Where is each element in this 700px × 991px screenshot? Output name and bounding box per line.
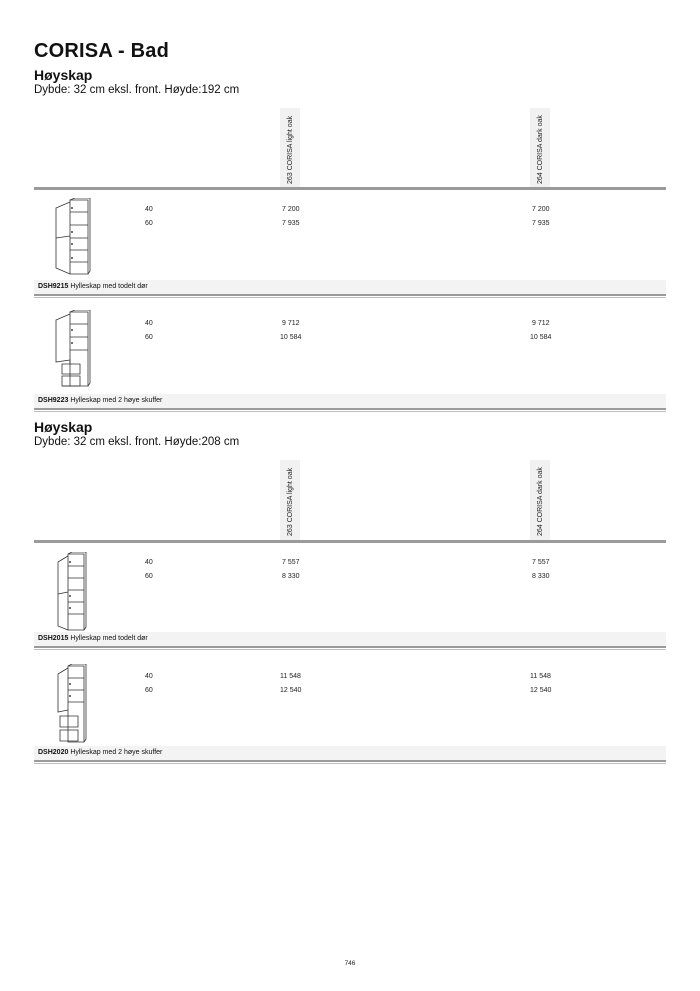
price: 12 540 [280,687,302,694]
row-divider [34,408,666,410]
product-code: DSH2020 [38,749,69,756]
header-divider [34,540,666,543]
header-divider [34,187,666,190]
column-header: 264 CORISA dark oak [537,467,544,536]
section-subheading: Dybde: 32 cm eksl. front. Høyde:208 cm [34,436,240,448]
width-value: 40 [145,206,153,213]
cabinet-2-skuffer-icon [50,664,95,749]
product-code: DSH9223 [38,397,69,404]
row-divider [34,763,666,764]
width-value: 60 [145,334,153,341]
column-header: 263 CORISA light oak [287,115,294,184]
product-code: DSH2015 [38,635,69,642]
price: 9 712 [532,320,550,327]
page-number: 746 [344,960,356,967]
width-value: 60 [145,573,153,580]
page-title: CORISA - Bad [34,40,169,62]
price: 12 540 [530,687,552,694]
price: 9 712 [282,320,300,327]
price: 7 935 [282,220,300,227]
price: 11 548 [280,673,301,680]
product-name: Hylleskap med todelt dør [70,283,148,290]
column-header: 264 CORISA dark oak [537,115,544,184]
price: 7 935 [532,220,550,227]
row-divider [34,294,666,296]
row-divider [34,649,666,650]
section-heading: Høyskap [34,419,93,435]
row-divider [34,411,666,412]
price: 11 548 [530,673,551,680]
price: 7 557 [532,559,550,566]
price: 8 330 [532,573,550,580]
section-heading: Høyskap [34,67,93,83]
product-label [38,635,148,642]
product-name: Hylleskap med 2 høye skuffer [70,749,163,756]
section-subheading: Dybde: 32 cm eksl. front. Høyde:192 cm [34,84,240,96]
price: 8 330 [282,573,300,580]
width-value: 40 [145,559,153,566]
price: 7 200 [282,206,300,213]
product-name: Hylleskap med 2 høye skuffer [70,397,163,404]
cabinet-2-skuffer-icon [50,310,95,395]
width-value: 40 [145,673,153,680]
width-value: 60 [145,687,153,694]
row-divider [34,297,666,298]
width-value: 60 [145,220,153,227]
product-label [38,283,148,290]
product-code: DSH9215 [38,283,69,290]
product-label [38,749,162,756]
cabinet-todelt-dor-icon [50,198,95,283]
width-value: 40 [145,320,153,327]
price: 10 584 [280,334,302,341]
column-header: 263 CORISA light oak [287,467,294,536]
price: 10 584 [530,334,552,341]
price: 7 200 [532,206,550,213]
price: 7 557 [282,559,300,566]
cabinet-todelt-dor-icon [50,552,95,637]
product-name: Hylleskap med todelt dør [70,635,148,642]
row-divider [34,760,666,762]
row-divider [34,646,666,648]
product-label [38,397,162,404]
